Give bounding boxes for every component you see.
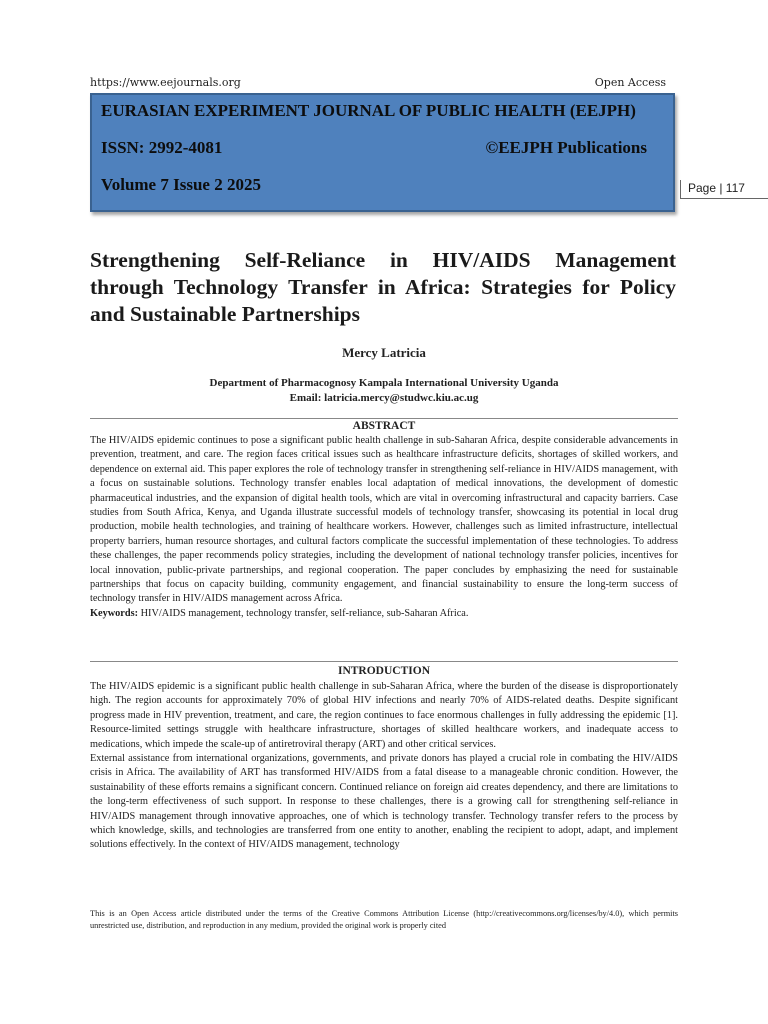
page-number: Page | 117 — [688, 181, 745, 195]
running-header — [90, 76, 666, 90]
intro-paragraph-1: The HIV/AIDS epidemic is a significant public health challenge in sub-Saharan Africa, where the burden of the disease is disproportionately high. The region accounts for approximately 70% of global HIV infections and nearly 70% of AIDS-related deaths. Despite significant progress made in HIV prevention, treatment, and care, the region continues to face enormous challenges in fully addressing the epidemic [1]. Resource-limited settings struggle with healthcare infrastructure, shortages of skilled healthcare workers, and inadequate access to medications, which impede the scale-up of antiretroviral therapy (ART) and other critical services. — [90, 681, 678, 750]
journal-title: EURASIAN EXPERIMENT JOURNAL OF PUBLIC HEALTH (EEJPH) — [101, 101, 636, 120]
journal-banner — [90, 93, 675, 212]
issn: ISSN: 2992-4081 — [101, 138, 223, 157]
abstract-body — [90, 434, 678, 621]
journal-url[interactable]: https://www.eejournals.org — [90, 76, 241, 89]
article-title: Strengthening Self-Reliance in HIV/AIDS Management through Technology Transfer in Africa: Strategies for Policy and Sustainable Partnerships — [90, 248, 676, 326]
open-access-label: Open Access — [594, 76, 666, 89]
author-affiliation — [0, 376, 768, 406]
affiliation-line: Department of Pharmacognosy Kampala International University Uganda — [209, 377, 559, 389]
introduction-body — [90, 680, 678, 853]
intro-paragraph-2: External assistance from international organizations, governments, and private donors has played a crucial role in combating the HIV/AIDS crisis in Africa. The availability of ART has transformed HIV/AIDS from a fatal disease to a manageable chronic condition. However, the sustainability of these efforts remains a significant concern. Continued reliance on foreign aid creates dependency, and there are limitations to the long-term effectiveness of such support. In response to these challenges, there is a growing call for strengthening self-reliance in HIV/AIDS management through innovative approaches, one of which is technology transfer. Technology transfer refers to the process by which knowledge, skills, and technologies are transferred from one entity to another, enabling the recipient to adopt, adapt, and implement solutions effectively. In the context of HIV/AIDS management, technology — [90, 753, 678, 851]
abstract-heading: ABSTRACT — [352, 420, 416, 432]
license-footer: This is an Open Access article distributed under the terms of the Creative Commons Attribution License (http://creativecommons.org/licenses/by/4.0), which permits unrestricted use, distribution, and reproduction in any medium, provided the original work is properly cited — [90, 909, 678, 930]
keywords — [90, 607, 678, 621]
author-email: Email: latricia.mercy@studwc.kiu.ac.ug — [289, 392, 479, 404]
author-name: Mercy Latricia — [342, 345, 426, 360]
introduction-heading: INTRODUCTION — [337, 665, 430, 677]
divider — [90, 418, 678, 419]
publisher: ©EEJPH Publications — [485, 138, 647, 157]
abstract-text: The HIV/AIDS epidemic continues to pose a significant public health challenge in sub-Saharan Africa, despite considerable advancements in prevention, treatment, and care. The region faces critical issues such as healthcare infrastructure deficits, shortages of skilled workers, and dependence on external aid. This paper explores the role of technology transfer in strengthening self-reliance in HIV/AIDS management, with a focus on sustainable solutions. Technology transfer enables local adaptation of medical innovations, the development of domestic pharmaceutical industries, and the expansion of digital health tools, which are vital in overcoming infrastructural and capacity barriers. Case studies from South Africa, Kenya, and Uganda illustrate successful models of technology transfer, showcasing its potential in local drug production, mobile health technologies, and training of healthcare workers. However, challenges such as limited infrastructure, intellectual property barriers, human resource shortages, and cultural factors complicate the successful implementation of these technologies. To address these challenges, the paper recommends policy strategies, including the development of national technology transfer policies, incentives for local innovation, public-private partnerships, and regional cooperation. The paper concludes by emphasizing the need for sustainable partnerships that focus on capacity building, community engagement, and financial sustainability to ensure the long-term success of technology transfer in HIV/AIDS management across Africa. — [90, 435, 678, 605]
keywords-label: Keywords: — [90, 607, 139, 619]
volume-issue: Volume 7 Issue 2 2025 — [101, 175, 261, 194]
keywords-list: HIV/AIDS management, technology transfer, self-reliance, sub-Saharan Africa. — [138, 607, 469, 619]
divider — [90, 661, 678, 662]
